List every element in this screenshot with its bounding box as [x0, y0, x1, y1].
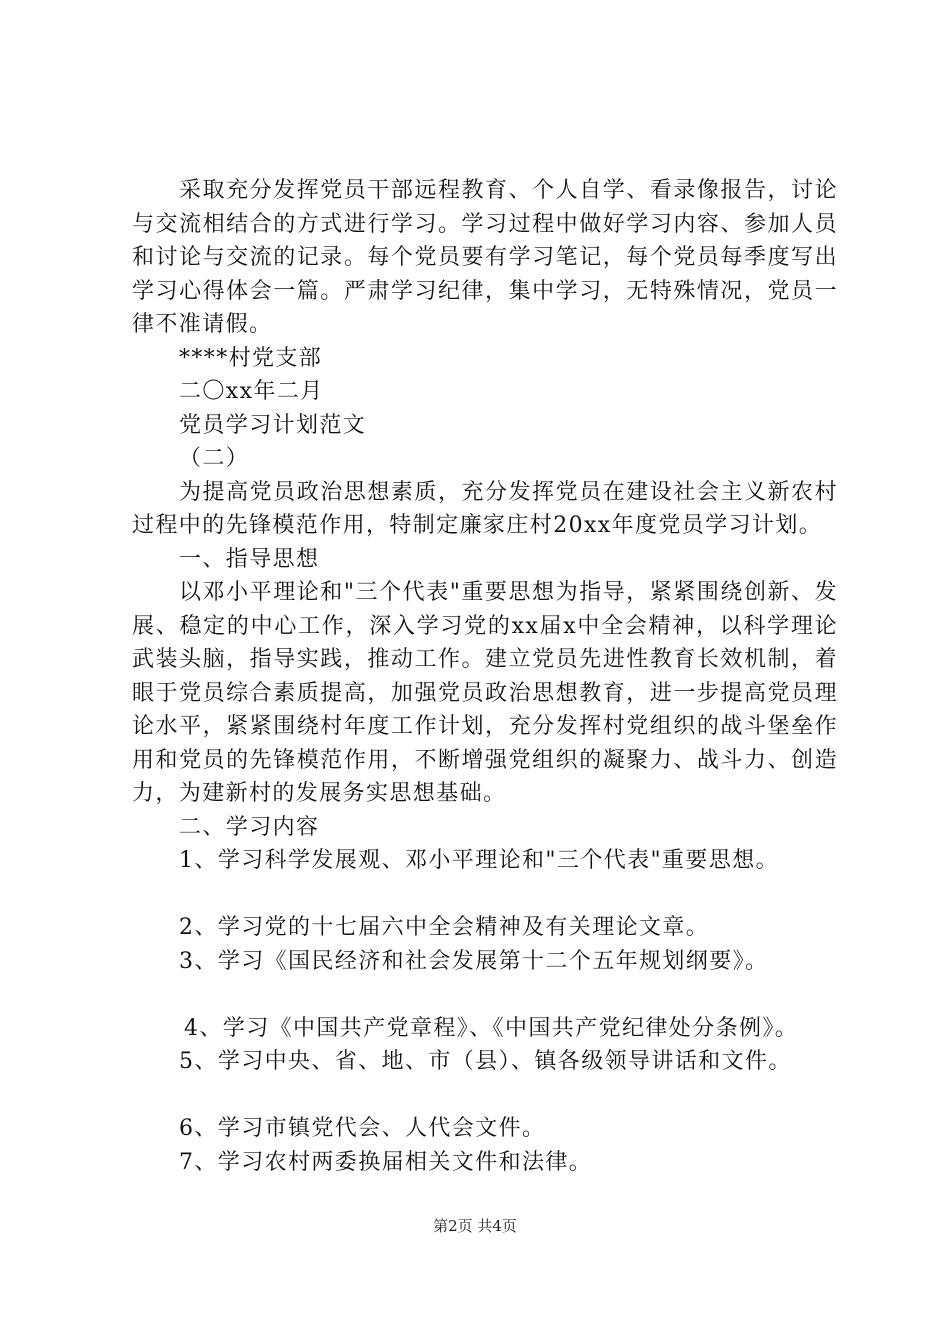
page-footer	[0, 1216, 950, 1236]
list-item: 1、学习科学发展观、邓小平理论和"三个代表"重要思想。	[179, 848, 780, 873]
paragraph-intro: 为提高党员政治思想素质，充分发挥党员在建设社会主义新农村过程中的先锋模范作用，特制定廉家庄村20xx年度党员学习计划。	[132, 479, 838, 538]
signature-date: 二〇xx年二月	[179, 379, 324, 404]
section-title: 党员学习计划范文	[179, 412, 367, 438]
document-body	[132, 174, 838, 1179]
list-item: 2、学习党的十七届六中全会精神及有关理论文章。	[179, 915, 710, 940]
page-indicator: 第2页 共4页	[433, 1217, 517, 1235]
list-item: 7、学习农村两委换届相关文件和法律。	[179, 1149, 593, 1175]
list-item: 6、学习市镇党代会、人代会文件。	[179, 1116, 546, 1141]
list-item: 3、学习《国民经济和社会发展第十二个五年规划纲要》。	[179, 948, 769, 974]
paragraph-guiding-ideology: 以邓小平理论和"三个代表"重要思想为指导，紧紧围绕创新、发展、稳定的中心工作，深入学习党的xx届x中全会精神，以科学理论武装头脑，指导实践，推动工作。建立党员先进性教育长效机制，着眼于党员综合素质提高，加强党员政治思想教育，进一步提高党员理论水平，紧紧围绕村年度工作计划，充分发挥村党组织的战斗堡垒作用和党员的先锋模范作用，不断增强党组织的凝聚力、战斗力、创造力，为建新村的发展务实思想基础。	[132, 580, 838, 806]
heading-study-content: 二、学习内容	[179, 814, 320, 840]
section-number: （二）	[179, 446, 250, 471]
signature-party-branch: ****村党支部	[179, 345, 323, 371]
heading-guiding-ideology: 一、指导思想	[179, 546, 320, 572]
list-item: 4、学习《中国共产党章程》、《中国共产党纪律处分条例》。	[184, 1015, 799, 1041]
list-item: 5、学习中央、省、地、市（县）、镇各级领导讲话和文件。	[179, 1049, 792, 1074]
paragraph-study-method: 采取充分发挥党员干部远程教育、个人自学、看录像报告，讨论与交流相结合的方式进行学习。学习过程中做好学习内容、参加人员和讨论与交流的记录。每个党员要有学习笔记，每个党员每季度写出学习心得体会一篇。严肃学习纪律，集中学习，无特殊情况，党员一律不准请假。	[132, 178, 838, 337]
